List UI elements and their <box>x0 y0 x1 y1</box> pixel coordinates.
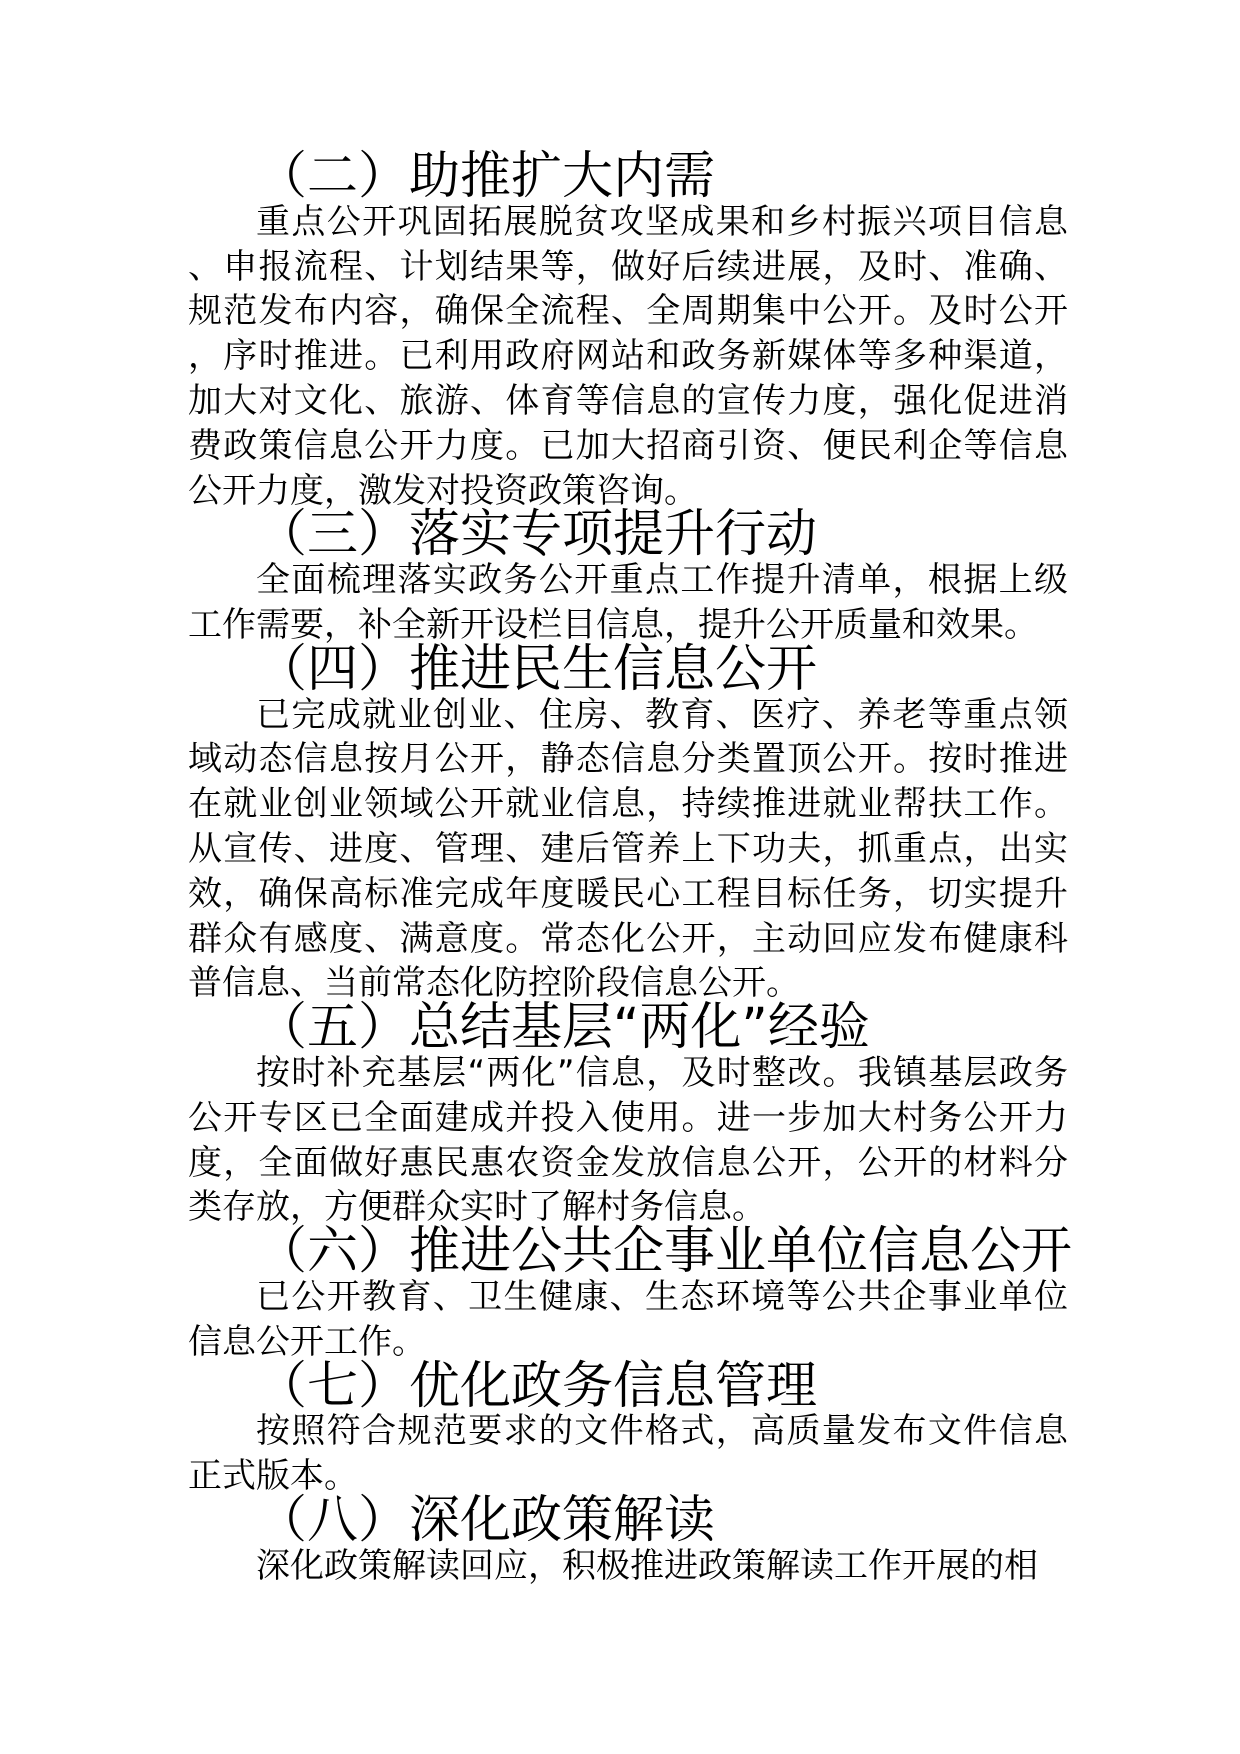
section-paragraph-4: 已完成就业创业、住房、教育、医疗、养老等重点领域动态信息按月公开，静态信息分类置顶公开。按时推进在就业创业领域公开就业信息，持续推进就业帮扶工作。从宣传、进度、管理、建后管养上下功夫，抓重点，出实效，确保高标准完成年度暖民心工程目标任务，切实提升群众有感度、满意度。常态化公开，主动回应发布健康科普信息、当前常态化防控阶段信息公开。 <box>188 694 1068 1004</box>
section-heading-6: （六）推进公共企事业单位信息公开 <box>256 1222 1073 1282</box>
section-paragraph-2: 重点公开巩固拓展脱贫攻坚成果和乡村振兴项目信息、申报流程、计划结果等，做好后续进展，及时、准确、规范发布内容，确保全流程、全周期集中公开。及时公开，序时推进。已利用政府网站和政务新媒体等多种渠道，加大对文化、旅游、体育等信息的宣传力度，强化促进消费政策信息公开力度。已加大招商引资、便民利企等信息公开力度，激发对投资政策咨询。 <box>188 201 1068 511</box>
section-heading-7: （七）优化政务信息管理 <box>256 1356 818 1416</box>
section-paragraph-5: 按时补充基层“两化”信息，及时整改。我镇基层政务公开专区已全面建成并投入使用。进一步加大村务公开力度，全面做好惠民惠农资金发放信息公开，公开的材料分类存放，方便群众实时了解村务信息。 <box>188 1052 1068 1228</box>
section-heading-4: （四）推进民生信息公开 <box>256 639 818 699</box>
section-paragraph-6: 已公开教育、卫生健康、生态环境等公共企事业单位信息公开工作。 <box>188 1276 1068 1362</box>
document-body <box>188 147 1073 1589</box>
section-paragraph-8: 深化政策解读回应，积极推进政策解读工作开展的相 <box>256 1545 1038 1586</box>
section-heading-8: （八）深化政策解读 <box>256 1490 716 1550</box>
section-heading-3: （三）落实专项提升行动 <box>256 505 818 565</box>
section-heading-5: （五）总结基层“两化”经验 <box>256 998 870 1058</box>
section-paragraph-7: 按照符合规范要求的文件格式，高质量发布文件信息正式版本。 <box>188 1411 1068 1497</box>
section-paragraph-3: 全面梳理落实政务公开重点工作提升清单，根据上级工作需要，补全新开设栏目信息，提升公开质量和效果。 <box>188 560 1068 645</box>
section-heading-2: （二）助推扩大内需 <box>256 147 716 206</box>
